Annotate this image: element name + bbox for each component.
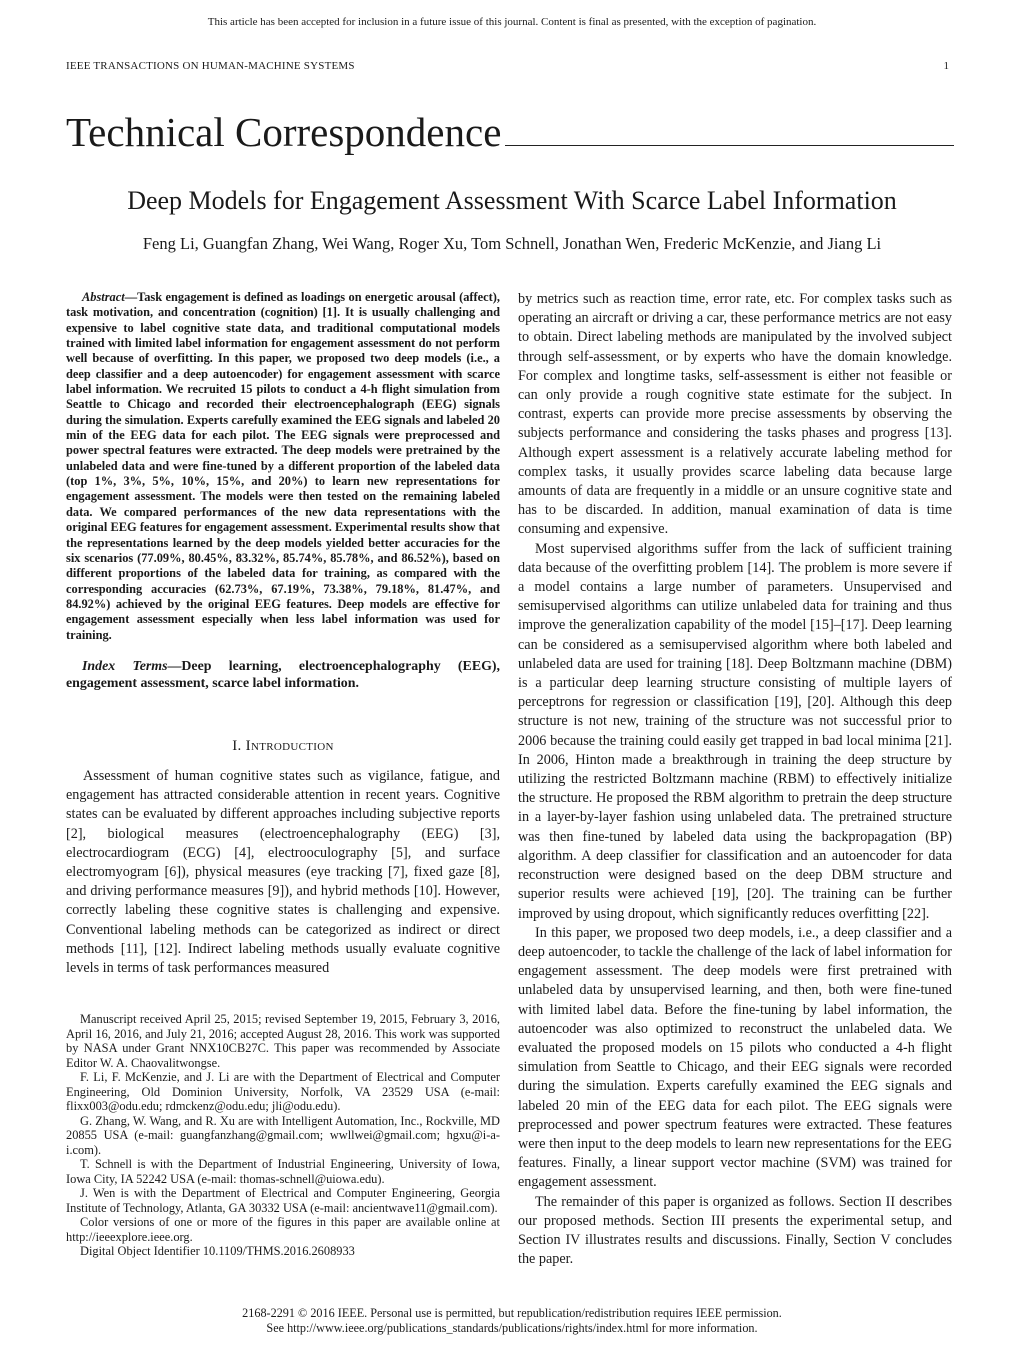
copyright-line: 2168-2291 © 2016 IEEE. Personal use is permitted, but republication/redistribution requires IEEE permission. [242,1306,782,1320]
section-heading-text: Technical Correspondence [66,109,502,155]
abstract-text: —Task engagement is defined as loadings on energetic arousal (affect), task motivation, and concentration (cognition) [1]. It is usually challenging and expensive to label cognitive state data, and traditional computational models trained with limited label information for engagement assessment do not perform well because of overfitting. In this paper, we proposed two deep models (i.e., a deep classifier and a deep autoencoder) for engagement assessment with scarce label information. We recruited 15 pilots to conduct a 4-h flight simulation from Seattle to Chicago and recorded their electroencephalograph (EEG) signals during the simulation. Experts carefully examined the EEG signals and labeled 20 min of the EEG data for each pilot. The EEG signals were preprocessed and power spectral features were extracted. The deep models were pretrained by the unlabeled data and were fine-tuned by a different proportion of the labeled data (top 1%, 3%, 5%, 10%, 15%, and 20%) to learn new representations for engagement assessment. The models were then tested on the remaining labeled data. We compared performances of the new data representations with the original EEG features for engagement assessment. Experimental results show that the representations learned by the deep models yielded better accuracies for the six scenarios (77.09%, 80.45%, 83.32%, 85.74%, 85.78%, and 86.52%), based on different proportions of the labeled data for training, as compared with the corresponding accuracies (62.73%, 67.19%, 73.38%, 79.18%, 81.47%, and 84.92%) achieved by the original EEG features. Deep models are effective for engagement assessment especially when less label information was used for training. [66,290,500,642]
footnote-affiliation: F. Li, F. McKenzie, and J. Li are with the Department of Electrical and Computer Engineering, Old Dominion University, Norfolk, VA 23529 USA (e-mail: flixx003@odu.edu; rdmckenz@odu.edu; jli@odu.edu). [66,1070,500,1113]
copyright-footer [0,1306,1024,1336]
intro-paragraph: Most supervised algorithms suffer from the lack of sufficient training data because of the overfitting problem [14]. The problem is more severe if a model contains a large number of parameters. Unsupervised and semisupervised algorithms can utilize unlabeled data for training and thus improve the generalization capability of the model [15]–[17]. Deep learning can be considered as a semisupervised algorithm where both labeled and unlabeled data are used for training [18]. Deep Boltzmann machine (DBM) is a particular deep learning structure consisting of multiple layers of perceptrons for regression or classification [19], [20]. Although this deep structure is not new, training of the structure was not successful prior to 2006 because the training could easily get trapped in bad local minima [21]. In 2006, Hinton made a breakthrough in training the deep structure by utilizing the restricted Boltzmann machine (RBM) to effectively initialize the structure. He proposed the RBM algorithm to pretrain the deep structure in a layer-by-layer fashion using unlabeled data. The pretrained structure was then fine-tuned by labeled data using the backpropagation (BP) algorithm. A deep classifier for classification and an autoencoder for data reconstruction were designed based on the deep DBM structure and superior results were achieved [19], [20]. The training can be further improved by using dropout, which significantly reduces overfitting [22]. [518,540,952,922]
permissions-line: See http://www.ieee.org/publications_standards/publications/rights/index.html for more information. [266,1321,758,1335]
index-terms [66,658,500,692]
abstract [66,290,500,643]
intro-paragraph: In this paper, we proposed two deep models, i.e., a deep classifier and a deep autoencoder, to tackle the challenge of the lack of label information for engagement assessment. The deep models were first pretrained with unlabeled data by unsupervised learning, and then, both were fine-tuned with limited label data. Before the fine-tuning by label information, the autoencoder was also optimized to reconstruct the unlabeled data. We evaluated the proposed models on 15 pilots who conducted a 4-h flight simulation from Seattle to Chicago, and their EEG signals were recorded during the simulation. Experts carefully examined the EEG signals and labeled 20 min of the EEG data for each pilot. The EEG signals were preprocessed and power spectrum features were extracted. These features were then input to the deep models to learn new representations for the EEG features. Finally, a linear support vector machine (SVM) was trained for engagement assessment. [518,924,952,1191]
intro-paragraph: Assessment of human cognitive states such as vigilance, fatigue, and engagement has attracted considerable attention in recent years. Cognitive states can be evaluated by different approaches including subjective reports [2], biological measures (electroencephalography (EEG) [3], electrocardiogram (ECG) [4], electrooculography [5], and surface electromyogram [6]), physical measures (eye tracking [7], fixed gaze [8], and driving performance measures [9]), and hybrid methods [10]. However, correctly labeling these cognitive states is challenging and expensive. Conventional labeling methods can be categorized as indirect or direct methods [11], [12]. Indirect labeling methods usually evaluate cognitive levels in terms of task performances measured [66,767,500,976]
footnotes [66,1012,500,1259]
acceptance-banner: This article has been accepted for inclusion in a future issue of this journal. Content is final as presented, with the exception of pagination. [207,16,817,28]
index-terms-text: —Deep learning, electroencephalography (EEG), engagement assessment, scarce label information. [66,658,500,691]
footnote-manuscript: Manuscript received April 25, 2015; revised September 19, 2015, February 3, 2016, April 16, 2016, and July 21, 2016; accepted August 28, 2016. This work was supported by NASA under Grant NNX10CB27C. This paper was recommended by Associate Editor W. A. Chaovalitwongse. [66,1012,500,1070]
intro-paragraph: The remainder of this paper is organized as follows. Section II describes our proposed methods. Section III presents the experimental setup, and Section IV illustrates results and discussions. Finally, Section V concludes the paper. [518,1193,952,1268]
abstract-label: Abstract [82,290,125,304]
footnote-affiliation: G. Zhang, W. Wang, and R. Xu are with Intelligent Automation, Inc., Rockville, MD 20855 USA (e-mail: guangfanzhang@gmail.com; wwllwei@gmail.com; hgxu@i-a-i.com). [66,1113,500,1157]
right-column [518,290,952,1269]
index-terms-label: Index Terms [82,658,168,674]
section-heading [66,104,954,154]
footnote-doi: Digital Object Identifier 10.1109/THMS.2016.2608933 [80,1244,355,1258]
footnote-affiliation: T. Schnell is with the Department of Industrial Engineering, University of Iowa, Iowa City, IA 52242 USA (e-mail: thomas-schnell@uiowa.edu). [66,1157,500,1186]
footnote-affiliation: J. Wen is with the Department of Electrical and Computer Engineering, Georgia Institute of Technology, Atlanta, GA 30332 USA (e-mail: ancientwave11@gmail.com). [66,1186,500,1215]
intro-section-title [66,738,500,755]
intro-section-numeral: I. [232,737,246,754]
footnote-color-versions: Color versions of one or more of the figures in this paper are available online at http://ieeexplore.ieee.org. [66,1215,500,1244]
paper-title: Deep Models for Engagement Assessment With Scarce Label Information [127,186,897,215]
intro-paragraph-continued: by metrics such as reaction time, error rate, etc. For complex tasks such as operating an aircraft or driving a car, these performance metrics are not easy to obtain. Direct labeling methods are manipulated by the involved subject through self-assessment, or by experts who have the domain knowledge. For complex and longtime tasks, self-assessment is either not feasible or can only provide a rough cognitive state estimate for the subject. In contrast, experts can provide more precise assessments by observing the subjects performance and considering the tasks phases and progress [13]. Although expert assessment is a relatively accurate labeling method for complex tasks, it usually provides scarce labeling data because large amounts of data are frequently in a middle or an unsure cognitive state and has to be discarded. In addition, manual examination of data is time consuming and expensive. [518,291,952,538]
page-number: 1 [943,60,949,72]
section-heading-rule [505,145,954,146]
journal-name: IEEE TRANSACTIONS ON HUMAN-MACHINE SYSTEMS [66,60,355,72]
intro-section-heading: Introduction [245,737,334,754]
author-list: Feng Li, Guangfan Zhang, Wei Wang, Roger Xu, Tom Schnell, Jonathan Wen, Frederic McKenzie, and Jiang Li [142,234,882,253]
left-column [66,290,500,978]
